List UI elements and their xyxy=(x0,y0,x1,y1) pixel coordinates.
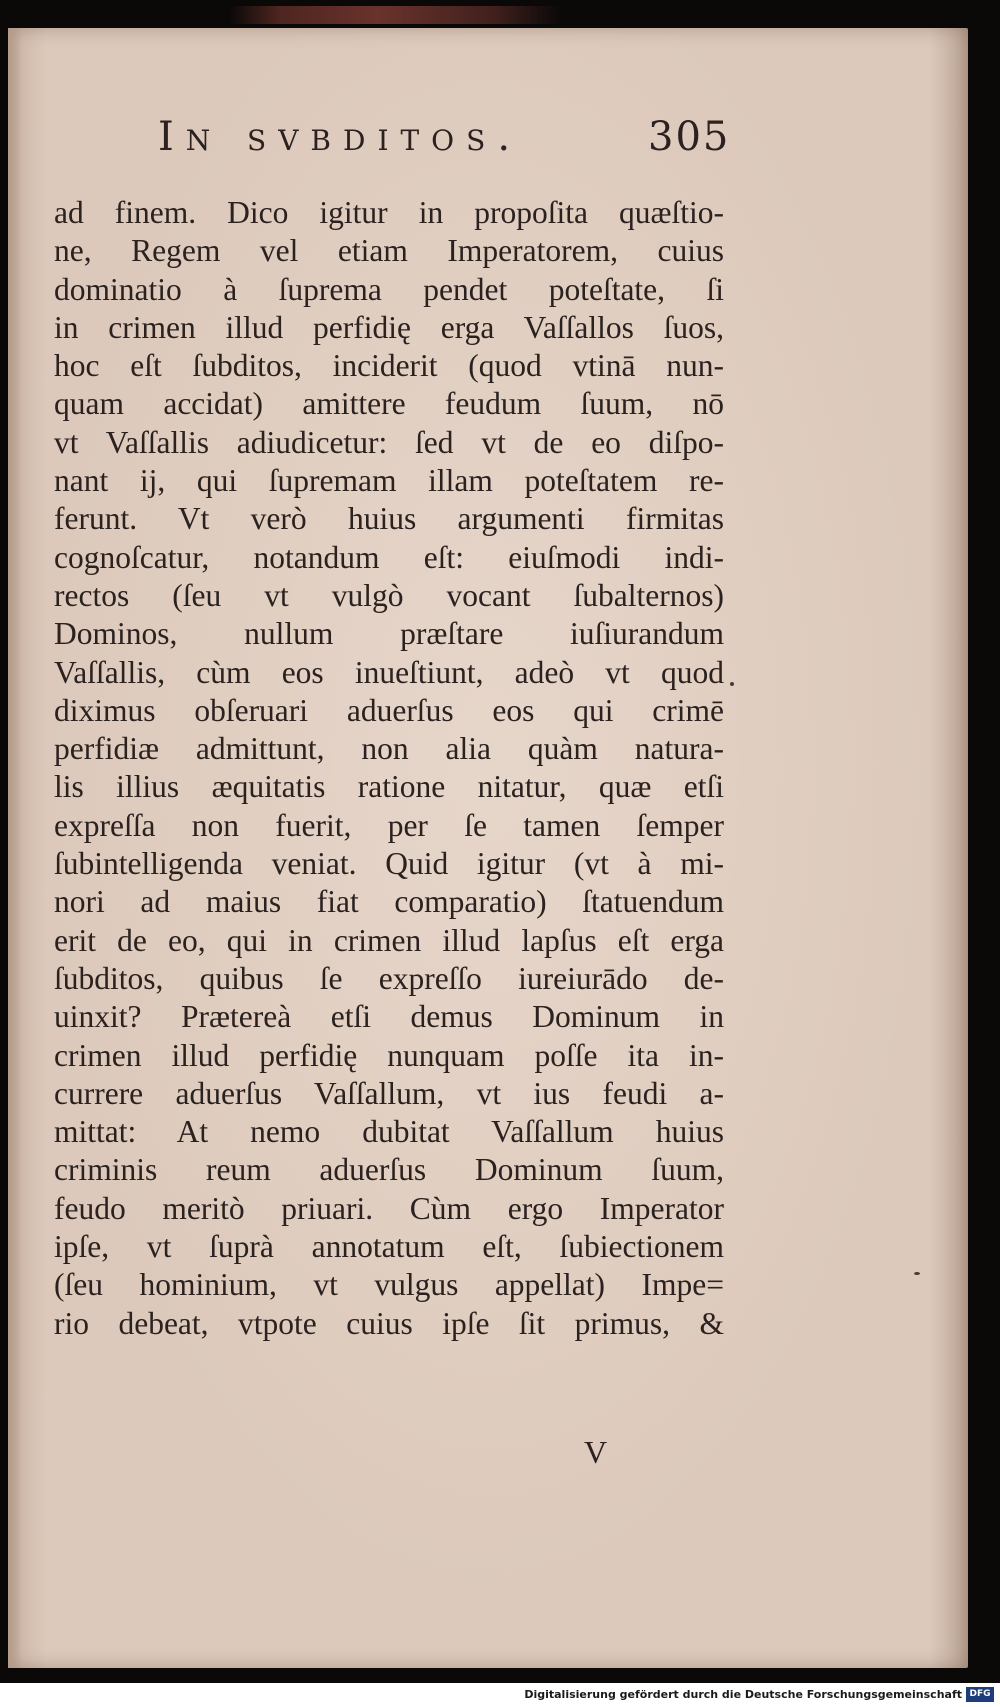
footer-bar xyxy=(0,1683,1000,1707)
text-line: perfidiæ admittunt, non alia quàm natura- xyxy=(54,731,724,767)
text-line: dominatio à ſuprema pendet poteſtate, ſi xyxy=(54,271,724,307)
book-page xyxy=(8,28,968,1668)
text-line: ad finem. Dico igitur in propoſita quæſtio- xyxy=(54,195,724,230)
text-line: Dominos, nullum præſtare iuſiurandum xyxy=(54,616,724,652)
binding-strip xyxy=(230,6,560,24)
page-number: 305 xyxy=(648,114,731,160)
text-line: (ſeu hominium, vt vulgus appellat) Impe= xyxy=(54,1267,724,1303)
gutter-edge xyxy=(8,28,22,1668)
dfg-logo: DFG xyxy=(966,1687,994,1702)
text-line: quam accidat) amittere feudum ſuum, nō xyxy=(54,386,724,422)
text-line: crimen illud perfidię nunquam poſſe ita in- xyxy=(54,1037,724,1073)
text-line: mittat: At nemo dubitat Vaſſallum huius xyxy=(54,1114,724,1150)
text-line: ne, Regem vel etiam Imperatorem, cuius xyxy=(54,233,724,269)
ink-speck xyxy=(730,682,734,686)
page-header xyxy=(158,114,731,174)
text-line: erit de eo, qui in crimen illud lapſus eſt erga xyxy=(54,922,724,958)
text-line: uinxit? Prætereà etſi demus Dominum in xyxy=(54,999,724,1035)
text-line: hoc eſt ſubditos, inciderit (quod vtinā nun- xyxy=(54,348,724,384)
catchword: V xyxy=(584,1434,608,1470)
text-line: feudo meritò priuari. Cùm ergo Imperator xyxy=(54,1190,724,1226)
text-line: ſubditos, quibus ſe expreſſo iureiurādo de- xyxy=(54,960,724,996)
running-head: In svbditos. xyxy=(158,114,523,160)
text-line: nant ij, qui ſupremam illam poteſtatem re- xyxy=(54,463,724,499)
text-line: currere aduerſus Vaſſallum, vt ius feudi a- xyxy=(54,1075,724,1111)
text-line: lis illius æquitatis ratione nitatur, quæ etſi xyxy=(54,769,724,805)
text-line: ſubintelligenda veniat. Quid igitur (vt à mi- xyxy=(54,846,724,882)
text-line: ferunt. Vt verò huius argumenti firmitas xyxy=(54,501,724,537)
text-line: nori ad maius fiat comparatio) ſtatuendum xyxy=(54,884,724,920)
text-line: cognoſcatur, notandum eſt: eiuſmodi indi- xyxy=(54,539,724,575)
text-line: rectos (ſeu vt vulgò vocant ſubalternos) xyxy=(54,577,724,613)
text-line: ipſe, vt ſuprà annotatum eſt, ſubiectionem xyxy=(54,1229,724,1265)
footer-credit: Digitalisierung gefördert durch die Deutsche Forschungsgemeinschaft xyxy=(524,1688,962,1701)
text-line: vt Vaſſallis adiudicetur: ſed vt de eo diſpo- xyxy=(54,424,724,460)
text-line: expreſſa non fuerit, per ſe tamen ſemper xyxy=(54,807,724,843)
body-text xyxy=(54,194,724,1343)
text-line: rio debeat, vtpote cuius ipſe ſit primus, & xyxy=(54,1305,724,1341)
text-line: in crimen illud perfidię erga Vaſſallos ſuos, xyxy=(54,309,724,345)
text-line: criminis reum aduerſus Dominum ſuum, xyxy=(54,1152,724,1188)
ink-speck xyxy=(914,1272,920,1275)
text-line: Vaſſallis, cùm eos inueſtiunt, adeò vt quod xyxy=(54,654,724,690)
text-line: diximus obſeruari aduerſus eos qui crimē xyxy=(54,692,724,728)
